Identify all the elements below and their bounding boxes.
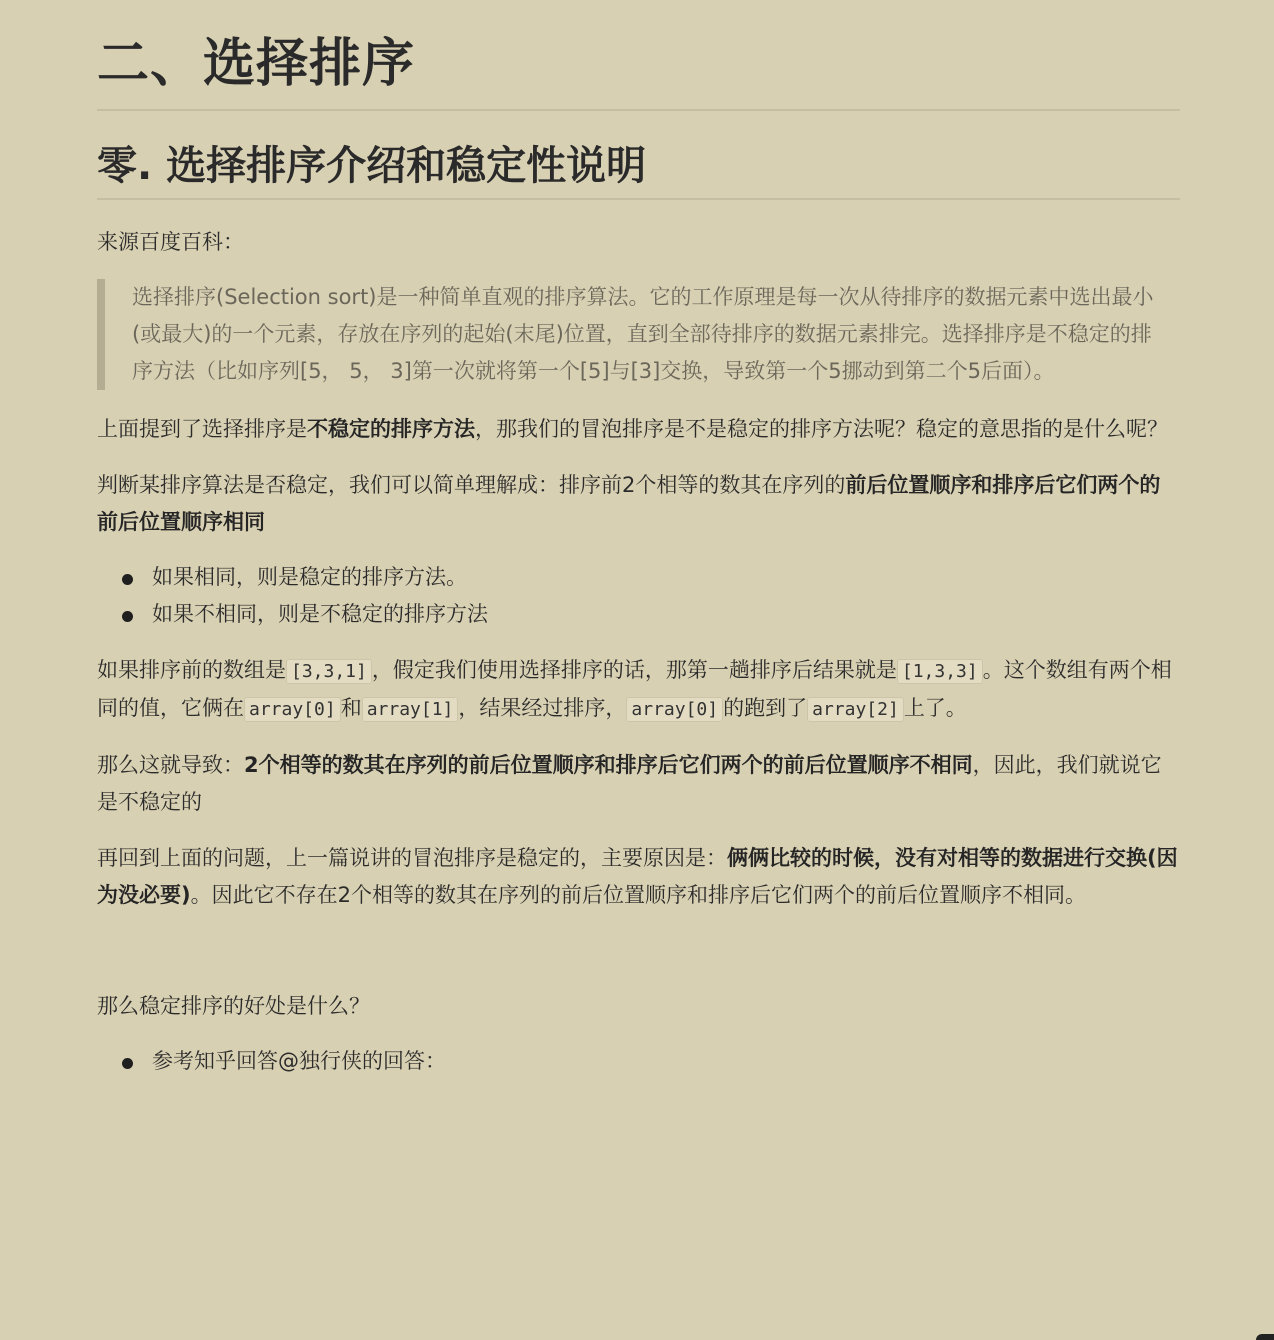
section-heading: 零. 选择排序介绍和稳定性说明 [97,111,1180,200]
bold-text: 不稳定的排序方法 [307,417,475,441]
inline-code: [3,3,1] [286,659,372,684]
inline-code: [1,3,3] [897,659,983,684]
paragraph-benefit-question: 那么稳定排序的好处是什么？ [97,994,370,1018]
inline-code: array[1] [362,697,459,722]
window-corner [1256,1334,1274,1340]
document-page [97,0,1180,1080]
source-label: 来源百度百科： [97,230,244,254]
bold-text: 俩俩比较的时候，没有对相等的数据进行交换(因为没必要) [97,846,1178,907]
inline-code: array[2] [807,697,904,722]
inline-code: array[0] [626,697,723,722]
quote-block: 选择排序(Selection sort)是一种简单直观的排序算法。它的工作原理是每一次从待排序的数据元素中选出最小(或最大)的一个元素，存放在序列的起始(末尾)位置，直到全部待排序的数据元素排完。选择排序是不稳定的排序方法（比如序列[5， 5， 3]第一次就将第一个[5]与[3]交换，导致第一个5挪动到第二个5后面）。 [97,279,1180,390]
paragraph-stability-question: 上面提到了选择排序是不稳定的排序方法，那我们的冒泡排序是不是稳定的排序方法呢？稳定的意思指的是什么呢？ [97,417,1168,441]
list-item: 参考知乎回答@独行侠的回答： [97,1043,1180,1080]
paragraph-bubble-sort: 再回到上面的问题，上一篇说讲的冒泡排序是稳定的，主要原因是：俩俩比较的时候，没有对相等的数据进行交换(因为没必要)。因此它不存在2个相等的数其在序列的前后位置顺序和排序后它们两个的前后位置顺序不相同。 [97,846,1178,907]
bold-text: 2个相等的数其在序列的前后位置顺序和排序后它们两个的前后位置顺序不相同 [244,753,973,777]
list-item: 如果不相同，则是不稳定的排序方法 [97,596,1180,633]
bullet-list [97,559,1180,633]
paragraph-stability-definition: 判断某排序算法是否稳定，我们可以简单理解成：排序前2个相等的数其在序列的前后位置顺序和排序后它们两个的前后位置顺序相同 [97,473,1161,534]
page-title: 二、选择排序 [97,0,1180,111]
list-item: 如果相同，则是稳定的排序方法。 [97,559,1180,596]
bold-text: 前后位置顺序和排序后它们两个的前后位置顺序相同 [97,473,1161,534]
bullet-list [97,1043,1180,1080]
inline-code: array[0] [244,697,341,722]
paragraph-conclusion: 那么这就导致：2个相等的数其在序列的前后位置顺序和排序后它们两个的前后位置顺序不相同，因此，我们就说它是不稳定的 [97,753,1162,814]
paragraph-array-example: 如果排序前的数组是 [3,3,1] ，假定我们使用选择排序的话，那第一趟排序后结果就是 [1,3,3] 。这个数组有两个相同的值，它俩在 array[0] 和 array[1] ，结果经过排序， array[0] 的跑到了 array[2] 上了。 [97,658,1172,720]
